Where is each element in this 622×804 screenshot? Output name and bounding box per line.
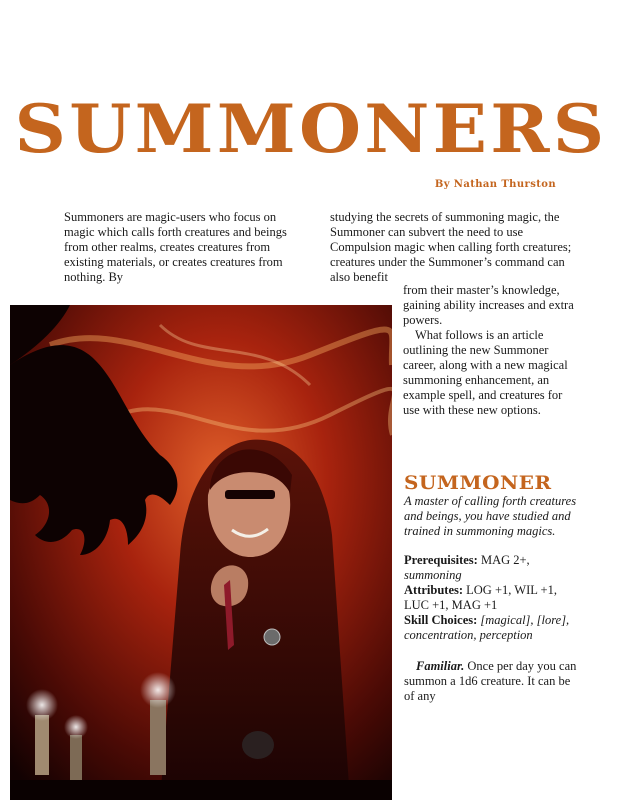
candle bbox=[70, 735, 82, 780]
intro-column-1 bbox=[64, 210, 309, 285]
familiar-feature bbox=[404, 659, 579, 704]
page-title: SUMMONERS bbox=[14, 90, 608, 168]
career-stats bbox=[404, 553, 579, 643]
career-title: SUMMONER bbox=[404, 472, 552, 494]
career-sidebar bbox=[404, 473, 579, 704]
candle bbox=[150, 700, 166, 775]
summoner-illustration-svg bbox=[10, 305, 392, 800]
summoner-illustration bbox=[10, 305, 392, 800]
candle-flame bbox=[64, 715, 88, 739]
prerequisites-label: Prerequisites bbox=[404, 553, 474, 567]
candle-flame bbox=[26, 689, 58, 721]
skills-value: [magical], [lore], concentration, perception bbox=[404, 613, 570, 642]
intro-paragraph-1-end: from their master’s knowledge, gaining ability increases and extra powers. bbox=[403, 283, 574, 327]
skills-line bbox=[404, 613, 579, 643]
prerequisites-value: MAG 2+, bbox=[480, 553, 530, 567]
familiar-label: Familiar. bbox=[416, 659, 465, 673]
eye-shadow bbox=[225, 490, 275, 499]
attributes-label: Attributes: bbox=[404, 583, 464, 597]
author-byline: By Nathan Thurston bbox=[434, 179, 556, 190]
prerequisites-value-2: summoning bbox=[404, 568, 462, 582]
career-flavor: A master of calling forth creatures and beings, you have studied and trained in summoning magics. bbox=[404, 494, 577, 538]
intro-column-2-top bbox=[330, 210, 578, 285]
attributes-line bbox=[404, 583, 579, 613]
intro-paragraph-2: What follows is an article outlining the new Summoner career, along with a new magical summoning enhancement, an example spell, and creatures for use with these new options. bbox=[403, 328, 568, 417]
prerequisites-line: Prerequisites: MAG 2+, summoning bbox=[404, 553, 579, 583]
intro-paragraph-1-cont: studying the secrets of summoning magic, the Summoner can subvert the need to use Compulsion magic when calling forth creatures; creatures under the Summoner’s command can also benefit bbox=[330, 210, 572, 284]
floor-runes bbox=[10, 780, 392, 800]
candle-flame bbox=[140, 672, 176, 708]
familiar-text: Once per day you can summon a 1d6 creature. It can be of any bbox=[404, 659, 577, 703]
skills-label: Skill Choices: bbox=[404, 613, 478, 627]
intro-paragraph-1: Summoners are magic-users who focus on magic which calls forth creatures and beings from other realms, creates creatures from existing materials, or creates creatures from nothing. By bbox=[64, 210, 287, 284]
attributes-value: LOG +1, WIL +1, LUC +1, MAG +1 bbox=[404, 583, 557, 612]
intro-column-2-side bbox=[403, 283, 578, 418]
skull bbox=[242, 731, 274, 759]
candle bbox=[35, 715, 49, 775]
pendant bbox=[264, 629, 280, 645]
